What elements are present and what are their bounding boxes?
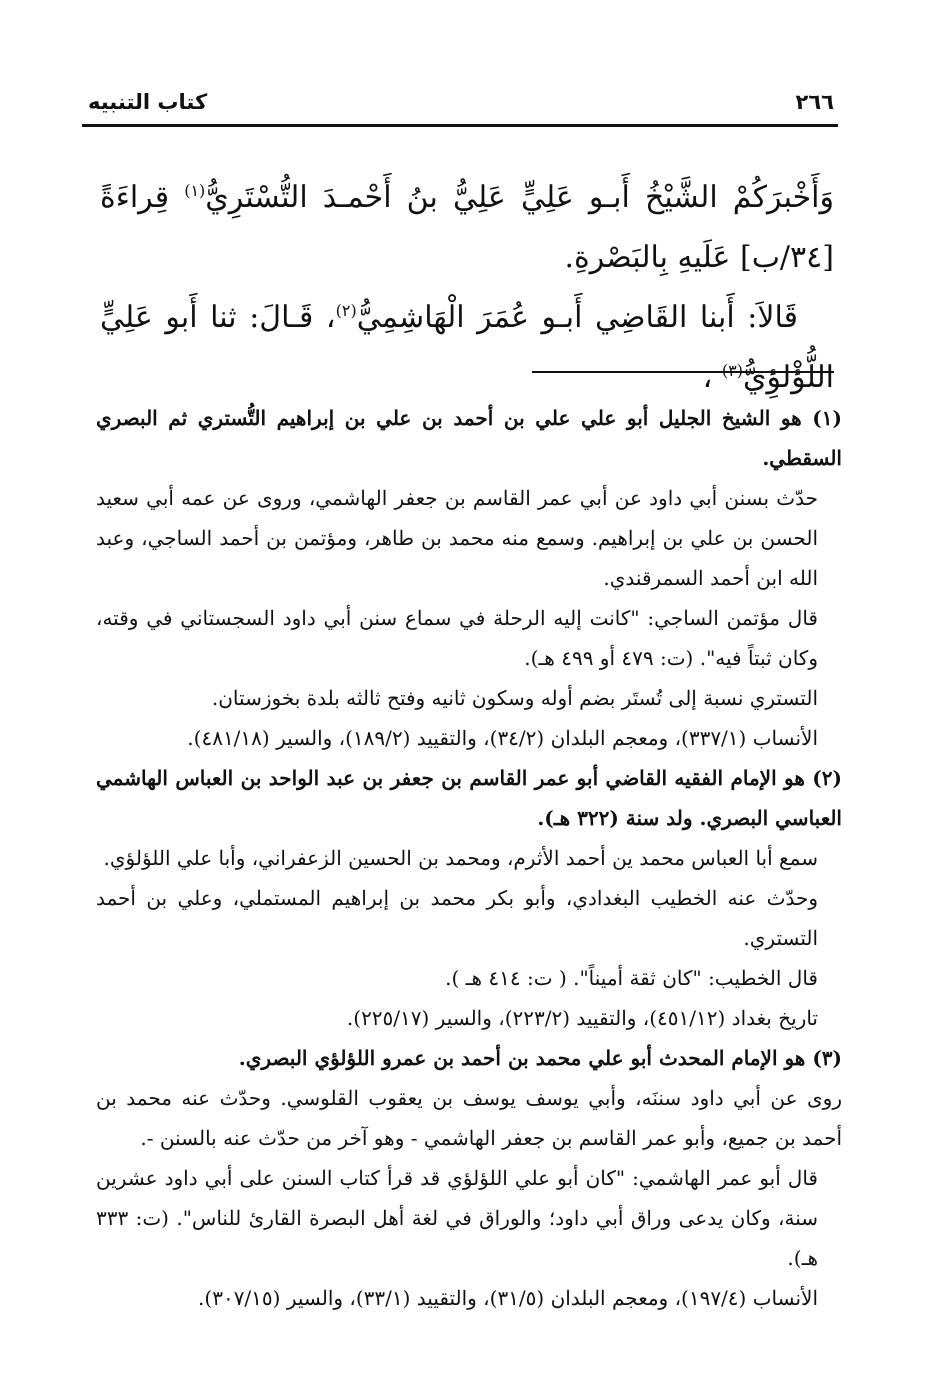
footnote-2-heading: (٢) هو الإمام الفقيه القاضي أبو عمر القاسم بن جعفر بن عبد الواحد بن العباس الهاشمي العباسي البصري. ولد سنة (٣٢٢ هـ). — [96, 766, 842, 830]
footnote-3-heading: (٣) هو الإمام المحدث أبو علي محمد بن أحمد بن عمرو اللؤلؤي البصري. — [238, 1046, 842, 1070]
footnote-2-line: سمع أبا العباس محمد ين أحمد الأثرم، ومحمد بن الحسين الزعفراني، وأبا علي اللؤلؤي. — [103, 846, 818, 870]
footnote-1-line: التستري نسبة إلى تُستَر بضم أوله وسكون ثانيه وفتح ثالثه بلدة بخوزستان. — [211, 686, 818, 710]
footnote-ref-2[interactable]: (٢) — [335, 301, 357, 320]
footnotes — [96, 398, 842, 1318]
footnote-1-line: الأنساب (٣٣٧/١)، ومعجم البلدان (٣٤/٢)، والتقييد (١٨٩/٢)، والسير (٤٨١/١٨). — [187, 726, 818, 750]
running-header — [88, 90, 834, 120]
header-rule — [82, 124, 838, 127]
main-paragraph-2-part1: قَالاَ: أَبنا القَاضِي أَبـو عُمَرَ الْهَاشِمِيُّ — [356, 300, 798, 335]
footnote-2-line: وحدّث عنه الخطيب البغدادي، وأبو بكر محمد بن إبراهيم المستملي، وعلي بن أحمد التستري. — [96, 886, 818, 950]
footnote-separator — [532, 371, 834, 373]
main-paragraph-2-part3: ، — [702, 360, 722, 395]
main-paragraph-1-text: وَأَخْبرَكُمْ الشَّيْخُ أَبـو عَلِيٍّ عَلِيُّ بنُ أَحْمـدَ التُّسْتَرِيُّ — [205, 180, 834, 215]
footnote-2-line: تاريخ بغداد (٤٥١/١٢)، والتقييد (٢٢٣/٢)، والسير (٢٢٥/١٧). — [346, 1006, 818, 1030]
main-paragraph-1 — [100, 168, 834, 288]
footnote-2-line: قال الخطيب: "كان ثقة أميناً". ( ت: ٤١٤ هـ ). — [445, 966, 818, 990]
footnote-3-line: الأنساب (١٩٧/٤)، ومعجم البلدان (٣١/٥)، والتقييد (٣٣/١)، والسير (٣٠٧/١٥). — [198, 1286, 818, 1310]
footnote-1-line: حدّث بسنن أبي داود عن أبي عمر القاسم بن جعفر الهاشمي، وروى عن عمه أبي سعيد الحسن بن علي بن إبراهيم. وسمع منه محمد بن طاهر، ومؤتمن بن أحمد الساجي، وعبد الله ابن أحمد السمرقندي. — [96, 486, 818, 590]
main-paragraph-1-tail: قِراءَةً [٣٤/ب] عَلَيهِ بِالبَصْرةِ. — [100, 180, 834, 275]
book-title: كتاب التنبيه — [88, 90, 208, 114]
footnote-1-heading: (١) هو الشيخ الجليل أبو علي علي بن أحمد بن علي بن إبراهيم التُّستري ثم البصري السقطي. — [96, 406, 842, 470]
page-number: ٢٦٦ — [795, 90, 834, 114]
main-paragraph-2 — [100, 288, 834, 408]
footnote-ref-1[interactable]: (١) — [184, 181, 206, 200]
footnote-3-line: قال أبو عمر الهاشمي: "كان أبو علي اللؤلؤي قد قرأ كتاب السنن على أبي داود عشرين سنة، وكان يدعى وراق أبي داود؛ والوراق في لغة أهل البصرة القارئ للناس". (ت: ٣٣٣ هـ). — [96, 1166, 819, 1270]
footnote-3-line: روى عن أبي داود سننَه، وأبي يوسف يوسف بن يعقوب القلوسي. وحدّث عنه محمد بن أحمد بن جميع، وأبو عمر القاسم بن جعفر الهاشمي - وهو آخر من حدّث عنه بالسنن -. — [96, 1086, 842, 1150]
footnote-1-line: قال مؤتمن الساجي: "كانت إليه الرحلة في سماع سنن أبي داود السجستاني في وقته، وكان ثبتاً فيه". (ت: ٤٧٩ أو ٤٩٩ هـ). — [96, 606, 818, 670]
main-paragraph-2-part2: ، قَـالَ: ثنا أَبو عَلِيٍّ اللُّؤْلؤِيُّ — [100, 300, 834, 395]
footnote-ref-3[interactable]: (٣) — [721, 361, 743, 380]
